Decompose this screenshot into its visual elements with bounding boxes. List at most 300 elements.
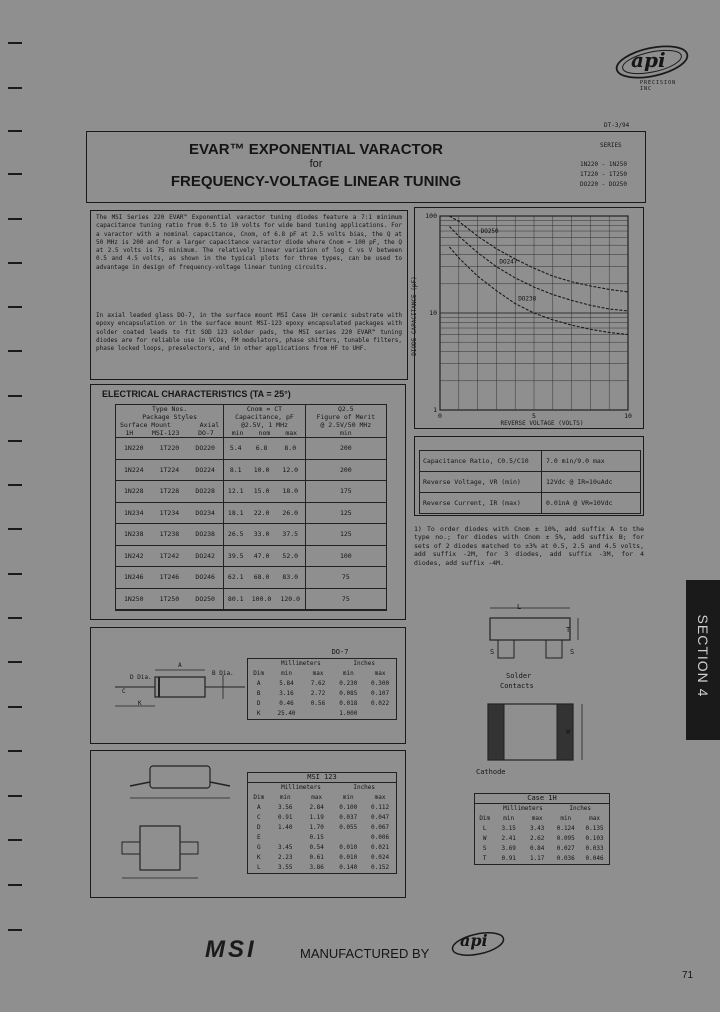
case1h-cell: 3.69 bbox=[501, 845, 516, 852]
elec-h-msi: MSI-123 bbox=[151, 429, 180, 437]
chart-x-tick: 0 bbox=[438, 412, 442, 420]
do7-label-d: D Dia. bbox=[130, 674, 152, 681]
margin-mark bbox=[8, 130, 22, 132]
case1h-table-head1 bbox=[475, 804, 610, 815]
msi123-title: MSI 123 bbox=[247, 772, 397, 782]
param-row bbox=[420, 493, 640, 513]
margin-mark bbox=[8, 350, 22, 352]
msi123-h-mm: Millimeters bbox=[281, 784, 321, 791]
msi123-table-wrap bbox=[247, 772, 397, 874]
margin-mark bbox=[8, 661, 22, 663]
elec-cell: DO250 bbox=[187, 588, 224, 610]
do7-h-mm: Millimeters bbox=[281, 660, 321, 667]
elec-h-do7: DO-7 bbox=[198, 429, 214, 437]
do7-cell: 0.018 bbox=[339, 700, 358, 707]
do7-cell: 7.62 bbox=[310, 680, 326, 687]
elec-cell: DO220 bbox=[187, 438, 224, 460]
param-label: Capacitance Ratio, C0.5/C10 bbox=[420, 451, 542, 471]
msi123-cell: 3.56 bbox=[278, 804, 293, 811]
elec-cell: 18.0 bbox=[276, 481, 305, 503]
do7-row bbox=[248, 689, 396, 699]
case1h-cell: 0.103 bbox=[585, 835, 604, 842]
case1h-title: Case 1H bbox=[474, 793, 610, 803]
do7-cell bbox=[364, 709, 396, 719]
elec-cell: 125 bbox=[305, 524, 386, 546]
msi123-cell: 1.40 bbox=[278, 824, 293, 831]
elec-row bbox=[116, 438, 386, 460]
case1h-cell: L bbox=[482, 825, 487, 832]
margin-mark bbox=[8, 617, 22, 619]
msi123-h-dim: Dim bbox=[253, 794, 265, 801]
elec-cell: 26.5 bbox=[224, 524, 248, 546]
chart-series-do238 bbox=[449, 247, 628, 335]
margin-mark bbox=[8, 795, 22, 797]
msi123-cell: D bbox=[256, 824, 261, 831]
do7-table-body bbox=[248, 679, 396, 719]
elec-h-cap2: Capacitance, pF bbox=[235, 413, 294, 421]
msi123-cell: 0.067 bbox=[371, 824, 390, 831]
do7-h-max: max bbox=[374, 670, 386, 677]
msi-logo: MSI bbox=[205, 936, 257, 963]
doc-code: DT-3/94 bbox=[604, 122, 630, 129]
msi123-row bbox=[248, 833, 397, 843]
chart-x-tick: 10 bbox=[624, 412, 632, 420]
do7-cell: 0.230 bbox=[339, 680, 358, 687]
elec-cell: 1T246 bbox=[152, 567, 188, 589]
do7-row bbox=[248, 699, 396, 709]
case1h-label-w: W bbox=[566, 728, 571, 736]
elec-condition: (TA = 25°) bbox=[249, 389, 291, 399]
elec-cell: 8.1 bbox=[224, 459, 248, 481]
do7-table-frame bbox=[247, 658, 397, 720]
manufactured-by: MANUFACTURED BY bbox=[300, 946, 430, 961]
order-note: 1) To order diodes with Cnom ± 10%, add suffix A to the type no.; for diodes with Cnom ± 5%, add suffix B; for sets of 2 diodes matched to ±3% at 0.5, 2.5 and 4.5 volts, add suffix -2M, for 3 diodes, add suffix -3M, for 4 diodes, add suffix -4M. bbox=[414, 525, 644, 567]
chart-x-label: REVERSE VOLTAGE (VOLTS) bbox=[500, 420, 584, 427]
case1h-label-contacts: Contacts bbox=[500, 682, 534, 690]
do7-cell: B bbox=[256, 690, 261, 697]
msi123-cell: 0.91 bbox=[278, 814, 293, 821]
section-tab bbox=[686, 580, 720, 740]
elec-cell: 33.0 bbox=[247, 524, 276, 546]
elec-h-q2: Figure of Merit bbox=[316, 413, 376, 421]
elec-row bbox=[116, 588, 386, 610]
param-label: Reverse Current, IR (max) bbox=[420, 493, 542, 513]
elec-cell: 10.0 bbox=[247, 459, 276, 481]
case1h-cell: 0.027 bbox=[556, 845, 575, 852]
case1h-cell: T bbox=[482, 855, 487, 862]
elec-cell: 12.0 bbox=[276, 459, 305, 481]
do7-row bbox=[248, 679, 396, 689]
case1h-cell: 0.033 bbox=[585, 845, 604, 852]
api-logo-text: api bbox=[631, 48, 666, 72]
elec-header-q bbox=[305, 405, 386, 438]
margin-mark bbox=[8, 87, 22, 89]
case1h-cell: 3.43 bbox=[529, 825, 545, 832]
elec-cell: 1N242 bbox=[116, 545, 152, 567]
margin-mark bbox=[8, 306, 22, 308]
msi123-h-max: max bbox=[374, 794, 386, 801]
msi123-cell: 0.055 bbox=[339, 824, 358, 831]
elec-h-surface: Surface Mount bbox=[120, 421, 171, 429]
elec-cell: 39.5 bbox=[224, 545, 248, 567]
do7-table-head2 bbox=[248, 669, 396, 679]
msi123-cell bbox=[270, 833, 301, 843]
elec-h-nom: nom bbox=[258, 429, 271, 437]
do7-label-k: K bbox=[138, 700, 142, 707]
msi123-table-head1 bbox=[248, 783, 397, 794]
case1h-cell: S bbox=[482, 845, 487, 852]
elec-row bbox=[116, 524, 386, 546]
do7-body bbox=[155, 677, 205, 697]
case1h-cell: 0.124 bbox=[556, 825, 575, 832]
param-label: Reverse Voltage, VR (min) bbox=[420, 472, 542, 492]
param-value: 0.01nA @ VR=10Vdc bbox=[546, 499, 613, 507]
title-line2: for bbox=[309, 158, 323, 170]
elec-h-cap3: @2.5V, 1 MHz bbox=[240, 421, 288, 429]
case1h-cell: 0.84 bbox=[529, 845, 545, 852]
elec-cell: 1N234 bbox=[116, 502, 152, 524]
elec-cell: 1T250 bbox=[152, 588, 188, 610]
msi123-cell: 3.86 bbox=[309, 864, 324, 871]
msi123-h-in: Inches bbox=[353, 784, 376, 791]
elec-cell: 8.0 bbox=[276, 438, 305, 460]
margin-mark bbox=[8, 395, 22, 397]
elec-cell: 120.0 bbox=[276, 588, 305, 610]
do7-cell: 0.300 bbox=[371, 680, 390, 687]
case1h-contact-right bbox=[557, 704, 573, 760]
param-value: 12Vdc @ IR=10uAdc bbox=[546, 478, 613, 486]
msi123-h-min: min bbox=[279, 794, 291, 801]
elec-cell: 15.0 bbox=[247, 481, 276, 503]
title-line1: EVAR™ EXPONENTIAL VARACTOR bbox=[189, 141, 443, 158]
msi123-cell: 0.140 bbox=[339, 864, 358, 871]
case1h-label-s2: S bbox=[570, 648, 575, 656]
msi123-plan-lead-left bbox=[122, 842, 140, 854]
msi123-plan-lead-right bbox=[180, 842, 198, 854]
elec-table-body bbox=[116, 438, 386, 610]
title-line3: FREQUENCY-VOLTAGE LINEAR TUNING bbox=[170, 173, 462, 190]
elec-cell: 1T238 bbox=[152, 524, 188, 546]
msi123-table bbox=[247, 782, 397, 874]
capacitance-chart bbox=[414, 207, 644, 429]
do7-table bbox=[248, 659, 396, 719]
elec-h-q: Q2.5 bbox=[338, 405, 354, 413]
elec-cell: DO224 bbox=[187, 459, 224, 481]
elec-cell: 12.1 bbox=[224, 481, 248, 503]
do7-cell: 3.16 bbox=[279, 690, 294, 697]
msi123-cell: G bbox=[256, 844, 261, 851]
case1h-cell: 0.095 bbox=[556, 835, 575, 842]
msi123-cell: L bbox=[256, 864, 261, 871]
elec-h-min: min bbox=[231, 429, 244, 437]
case1h-h-min: min bbox=[560, 815, 572, 822]
elec-title-text: ELECTRICAL CHARACTERISTICS bbox=[102, 389, 248, 399]
footer-api-text: api bbox=[460, 931, 488, 950]
do7-cell: 0.022 bbox=[371, 700, 390, 707]
do7-h-min: min bbox=[342, 670, 354, 677]
elec-h-pkgnames bbox=[116, 429, 223, 437]
api-logo-subtext: PRECISION INC bbox=[640, 80, 677, 92]
do7-cell: 5.84 bbox=[279, 680, 294, 687]
elec-table bbox=[116, 405, 386, 610]
elec-row bbox=[116, 545, 386, 567]
msi123-cell: 2.84 bbox=[309, 804, 324, 811]
elec-h-types: Type Nos. bbox=[151, 405, 188, 413]
msi123-cell: 0.010 bbox=[339, 854, 358, 861]
case1h-row bbox=[475, 844, 610, 854]
elec-cell: 175 bbox=[305, 481, 386, 503]
do7-cell: 2.72 bbox=[310, 690, 326, 697]
elec-cell: DO242 bbox=[187, 545, 224, 567]
msi123-cell: 0.024 bbox=[371, 854, 390, 861]
do7-label-c: C bbox=[122, 688, 126, 695]
do7-cell bbox=[304, 709, 333, 719]
margin-mark bbox=[8, 484, 22, 486]
elec-cell: 5.4 bbox=[224, 438, 248, 460]
margin-mark bbox=[8, 573, 22, 575]
case1h-cell: 2.41 bbox=[501, 835, 516, 842]
elec-cell: 26.0 bbox=[276, 502, 305, 524]
chart-y-label: DIODE CAPACITANCE (pF) bbox=[411, 276, 418, 356]
case1h-h-max: max bbox=[531, 815, 543, 822]
msi123-cell: 1.19 bbox=[309, 814, 324, 821]
param-value: 7.0 min/9.0 max bbox=[546, 457, 605, 465]
params-rows bbox=[420, 451, 640, 513]
series-item: 1N220 - 1N250 bbox=[580, 161, 627, 168]
api-logo bbox=[612, 40, 692, 90]
do7-h-max: max bbox=[312, 670, 324, 677]
elec-title bbox=[102, 389, 291, 399]
elec-cell: 1T234 bbox=[152, 502, 188, 524]
case1h-cell: 3.15 bbox=[501, 825, 516, 832]
msi123-cell: 0.61 bbox=[309, 854, 324, 861]
description-para1: The MSI Series 220 EVAR™ Exponential varactor tuning diodes feature a 7:1 minimum capacitance tuning ratio from 0.5 to 10 volts for wide band tuning applications. For a varactor with a nominal capacitance, Cnom, of 6.8 pF at 2.5 volts bias, the Q at 50 MHz is 200 and for a larger capacitance varactor diode where Cnom = 100 pF, the Q at 2.5 volts is 75 minimum. The relatively linear variation of log C vs V between 0.5 and 4.5 volts, as shown in the typical plots for three types, can be used to advantage in design of frequency-voltage linear tuning circuits. bbox=[96, 214, 402, 271]
elec-h-q4: min bbox=[339, 429, 352, 437]
msi123-cell: 0.037 bbox=[339, 814, 358, 821]
case1h-label-l: L bbox=[517, 603, 522, 611]
elec-cell: 6.8 bbox=[247, 438, 276, 460]
do7-cell: 0.56 bbox=[310, 700, 326, 707]
do7-h-in: Inches bbox=[353, 660, 376, 667]
do7-cell: 0.107 bbox=[371, 690, 390, 697]
param-row bbox=[420, 451, 640, 472]
margin-mark bbox=[8, 528, 22, 530]
elec-cell: 200 bbox=[305, 438, 386, 460]
chart-y-tick: 100 bbox=[425, 212, 437, 220]
case1h-row bbox=[475, 824, 610, 834]
case1h-h-max: max bbox=[589, 815, 600, 822]
margin-mark bbox=[8, 42, 22, 44]
elec-h-max: max bbox=[285, 429, 298, 437]
do7-row bbox=[248, 709, 396, 719]
chart-y-tick: 10 bbox=[429, 309, 437, 317]
case1h-label-cathode: Cathode bbox=[476, 768, 506, 776]
elec-cell: 18.1 bbox=[224, 502, 248, 524]
margin-mark bbox=[8, 750, 22, 752]
elec-header-types bbox=[116, 405, 224, 438]
elec-row bbox=[116, 459, 386, 481]
do7-title: DO-7 bbox=[331, 648, 349, 656]
case1h-label-t: T bbox=[566, 626, 571, 634]
do7-cell: 0.085 bbox=[339, 690, 358, 697]
case1h-pad-right bbox=[546, 640, 562, 658]
case1h-row bbox=[475, 854, 610, 865]
msi123-cell: A bbox=[256, 804, 261, 811]
margin-mark bbox=[8, 839, 22, 841]
elec-cell: 68.0 bbox=[247, 567, 276, 589]
elec-cell: 37.5 bbox=[276, 524, 305, 546]
elec-cell: 100.0 bbox=[247, 588, 276, 610]
do7-cell: 0.46 bbox=[279, 700, 294, 707]
chart-series-label: DO238 bbox=[518, 295, 537, 303]
elec-cell: 47.0 bbox=[247, 545, 276, 567]
do7-cell: D bbox=[256, 700, 261, 707]
case1h-h-dim: Dim bbox=[479, 815, 491, 822]
msi123-row bbox=[248, 863, 397, 874]
msi123-cell: C bbox=[256, 814, 261, 821]
msi123-cell: 2.23 bbox=[278, 854, 293, 861]
msi123-cell: K bbox=[256, 854, 261, 861]
elec-h-capcols bbox=[224, 429, 304, 437]
do7-h-dim: Dim bbox=[253, 670, 265, 677]
do7-table-head1 bbox=[248, 659, 396, 669]
chart-labels-group bbox=[425, 212, 632, 420]
elec-cell: 1T242 bbox=[152, 545, 188, 567]
section-label: SECTION 4 bbox=[695, 614, 711, 698]
elec-h-styles: Package Styles bbox=[142, 413, 197, 421]
elec-cell: 83.0 bbox=[276, 567, 305, 589]
msi123-row bbox=[248, 813, 397, 823]
msi123-table-head2 bbox=[248, 793, 397, 803]
msi123-cell: 0.54 bbox=[309, 844, 324, 851]
do7-cell: A bbox=[256, 680, 261, 687]
description-para2: In axial leaded glass DO-7, in the surface mount MSI Case 1H ceramic substrate with epoxy encapsulation or in the surface mount MSI-123 epoxy encapsulated packages with solder coated leads to fit SOD 123 solder pads, the MSI series 220 EVAR™ tuning diodes are for reliable use in VCOs, FM modulators, phase shifters, tunable filters, phase locked loops, preselectors, and in other applications from HF to UHF. bbox=[96, 312, 402, 353]
case1h-row bbox=[475, 834, 610, 844]
case1h-table bbox=[474, 803, 610, 865]
elec-cell: DO246 bbox=[187, 567, 224, 589]
elec-cell: 200 bbox=[305, 459, 386, 481]
elec-cell: 1T220 bbox=[152, 438, 188, 460]
case1h-cell: 0.91 bbox=[501, 855, 516, 862]
case1h-label-s: S bbox=[490, 648, 495, 656]
elec-cell: 100 bbox=[305, 545, 386, 567]
elec-h-axial: Axial bbox=[199, 421, 220, 429]
margin-mark bbox=[8, 262, 22, 264]
margin-mark bbox=[8, 218, 22, 220]
case1h-cell: 1.17 bbox=[529, 855, 545, 862]
elec-cell: 1N224 bbox=[116, 459, 152, 481]
elec-cell: 1T224 bbox=[152, 459, 188, 481]
msi123-cell: 0.047 bbox=[371, 814, 390, 821]
margin-mark bbox=[8, 884, 22, 886]
chart-y-tick: 1 bbox=[433, 406, 437, 414]
do7-h-min: min bbox=[281, 670, 292, 677]
do7-label-b: B Dia. bbox=[212, 670, 234, 677]
case1h-table-head2 bbox=[475, 814, 610, 824]
msi123-cell: 1.70 bbox=[309, 824, 324, 831]
elec-cell: DO238 bbox=[187, 524, 224, 546]
case1h-label-solder: Solder bbox=[506, 672, 532, 680]
series-list bbox=[580, 160, 627, 190]
msi123-lead-left bbox=[130, 782, 150, 786]
elec-h-q3: @ 2.5V/50 MHz bbox=[320, 421, 372, 429]
elec-cell: 1N246 bbox=[116, 567, 152, 589]
elec-cell: 1N220 bbox=[116, 438, 152, 460]
elec-cell: 125 bbox=[305, 502, 386, 524]
msi123-row bbox=[248, 843, 397, 853]
case1h-top-body bbox=[490, 618, 570, 640]
chart-x-tick: 5 bbox=[532, 412, 536, 420]
elec-h-cap: Cnom = CT bbox=[246, 405, 283, 413]
case1h-table-body bbox=[475, 824, 610, 865]
elec-row bbox=[116, 481, 386, 503]
elec-cell: DO228 bbox=[187, 481, 224, 503]
do7-cell: 1.000 bbox=[339, 710, 358, 717]
case1h-h-in: Inches bbox=[569, 805, 592, 812]
elec-cell: 52.0 bbox=[276, 545, 305, 567]
param-row bbox=[420, 472, 640, 493]
series-item: 1T220 - 1T250 bbox=[580, 171, 627, 178]
msi123-row bbox=[248, 803, 397, 813]
params-table-frame bbox=[419, 450, 641, 514]
elec-cell: 1T228 bbox=[152, 481, 188, 503]
elec-row bbox=[116, 567, 386, 589]
do7-cell: 25.40 bbox=[277, 710, 296, 717]
elec-cell: 22.0 bbox=[247, 502, 276, 524]
case1h-cell: 0.135 bbox=[585, 825, 604, 832]
case1h-cell: 2.62 bbox=[529, 835, 545, 842]
elec-cell: 1N250 bbox=[116, 588, 152, 610]
msi123-h-max: max bbox=[311, 794, 323, 801]
case1h-table-wrap bbox=[474, 793, 610, 865]
case1h-cell: 0.036 bbox=[556, 855, 575, 862]
footer-api-logo bbox=[448, 926, 508, 966]
msi123-plan-body bbox=[140, 826, 180, 870]
msi123-drawing bbox=[100, 758, 250, 888]
msi123-cell: 0.100 bbox=[339, 804, 358, 811]
msi123-cell: 0.152 bbox=[371, 864, 390, 871]
elec-cell: 62.1 bbox=[224, 567, 248, 589]
margin-mark bbox=[8, 706, 22, 708]
msi123-row bbox=[248, 853, 397, 863]
msi123-cell: 0.15 bbox=[309, 834, 324, 841]
msi123-cell bbox=[332, 833, 364, 843]
elec-cell: 1N228 bbox=[116, 481, 152, 503]
msi123-cell: 0.112 bbox=[371, 804, 390, 811]
chart-series-group bbox=[449, 216, 628, 335]
margin-mark bbox=[8, 440, 22, 442]
msi123-lead-right bbox=[210, 782, 230, 786]
case1h-h-min: min bbox=[503, 815, 515, 822]
msi123-top-body bbox=[150, 766, 210, 788]
elec-cell: 1N238 bbox=[116, 524, 152, 546]
msi123-cell: 3.55 bbox=[278, 864, 293, 871]
elec-cell: 75 bbox=[305, 588, 386, 610]
msi123-row bbox=[248, 823, 397, 833]
elec-cell: 75 bbox=[305, 567, 386, 589]
case1h-drawing bbox=[470, 598, 620, 788]
elec-h-pkg bbox=[116, 421, 223, 429]
case1h-contact-left bbox=[488, 704, 504, 760]
case1h-pad-left bbox=[498, 640, 514, 658]
page-number: 71 bbox=[682, 970, 694, 981]
msi123-h-min: min bbox=[342, 794, 354, 801]
msi123-cell: 0.021 bbox=[371, 844, 390, 851]
elec-h-1h: 1H bbox=[125, 429, 134, 437]
msi123-cell: 0.010 bbox=[339, 844, 358, 851]
series-label: SERIES bbox=[600, 142, 622, 149]
margin-mark bbox=[8, 929, 22, 931]
